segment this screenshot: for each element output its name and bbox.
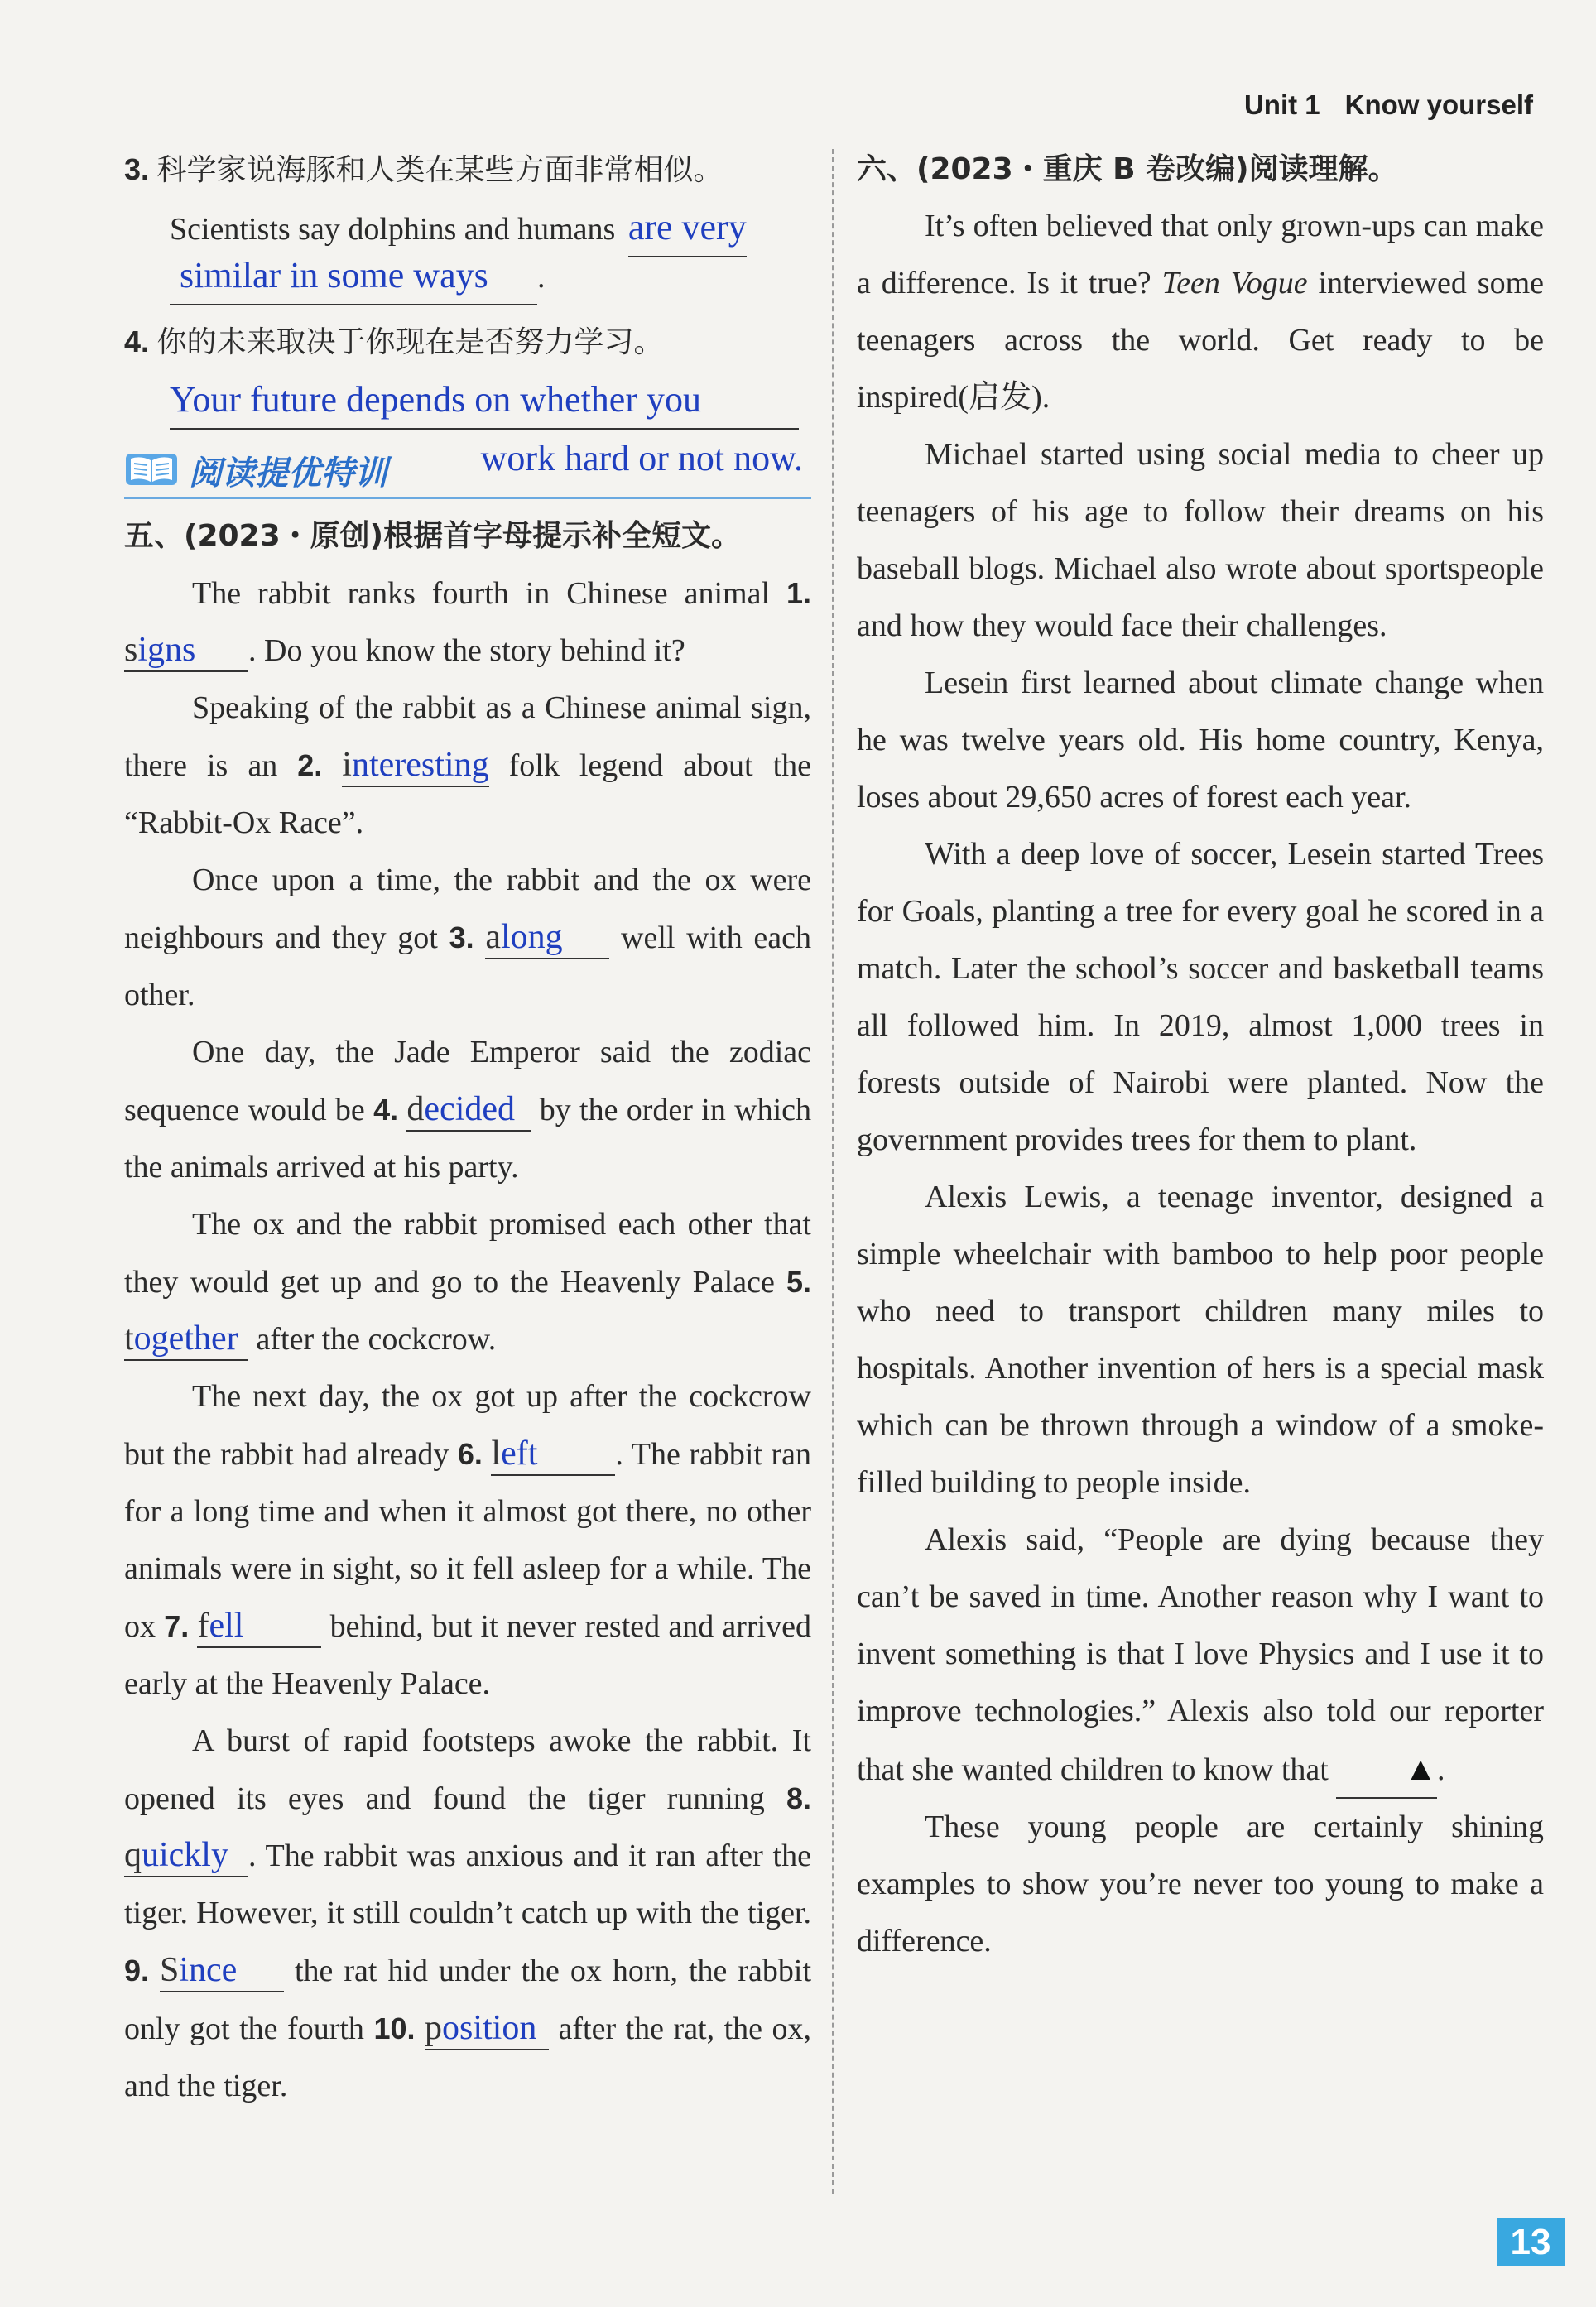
passage-text: Speaking of the rabbit as a Chinese animal sign, there is an — [124, 690, 811, 783]
hint-letter: f — [197, 1607, 209, 1645]
blank-answer: igns — [137, 631, 196, 669]
question-number: 4. — [124, 324, 150, 358]
right-column — [857, 141, 1544, 1970]
blank-answer: ince — [179, 1951, 238, 1989]
passage-paragraph — [124, 1196, 811, 1368]
passage-text: . The rabbit was anxious and it ran after the tiger. However, it still couldn’t catch up with the tiger. — [124, 1838, 811, 1930]
blank-1[interactable] — [124, 629, 248, 672]
question-english-prefix: Scientists say dolphins and humans — [170, 212, 616, 247]
passage-paragraph: These young people are certainly shining examples to show you’re never too young to make a difference. — [857, 1810, 1544, 1959]
blank-6[interactable] — [491, 1433, 615, 1476]
passage-text: by the order in which the animals arrived at his party. — [124, 1093, 811, 1185]
period: . — [1436, 1752, 1445, 1787]
question-blank[interactable] — [1336, 1740, 1437, 1799]
passage-text: It’s often believed that only grown-ups can make a difference. Is it true? — [857, 209, 1544, 300]
hint-letter: p — [425, 2009, 442, 2047]
passage-text: The rabbit ranks fourth in Chinese animal — [192, 576, 771, 611]
blank-3[interactable] — [485, 916, 609, 959]
question-chinese: 你的未来取决于你现在是否努力学习。 — [156, 325, 664, 359]
answer-text: similar in some ways — [170, 247, 537, 305]
answer-text: are very — [628, 199, 747, 257]
passage-paragraph — [124, 1368, 811, 1713]
blank-9[interactable] — [160, 1949, 284, 1992]
passage-paragraph: With a deep love of soccer, Lesein started Trees for Goals, planting a tree for every goal he scored in a match. Later the school’s soccer and basketball teams all followed him. In 2019, almost 1,000 trees in forests outside of Nairobi were planted. Now the government provides trees for them to plant. — [857, 837, 1544, 1157]
passage-text: after the cockcrow. — [256, 1322, 497, 1357]
hint-letter: i — [342, 746, 352, 784]
unit-topic: Know yourself — [1344, 89, 1533, 120]
hint-letter: l — [491, 1435, 502, 1473]
question-number: 3. — [124, 152, 150, 186]
blank-number: 10. — [373, 2011, 416, 2045]
passage-paragraph — [124, 1024, 811, 1196]
answer-text: Your future depends on whether you — [170, 371, 799, 430]
blank-4[interactable] — [406, 1089, 531, 1132]
left-column — [124, 141, 811, 2115]
passage-paragraph — [857, 1512, 1544, 1799]
blank-10[interactable] — [425, 2007, 549, 2050]
period: . — [537, 260, 546, 295]
blank-answer: eft — [501, 1435, 538, 1473]
hint-letter: a — [485, 918, 501, 956]
page-header — [1244, 89, 1533, 121]
hint-letter: S — [160, 1951, 180, 1989]
passage-text: The ox and the rabbit promised each other that they would get up and go to the Heavenly Palace — [124, 1207, 811, 1300]
blank-number: 5. — [786, 1265, 812, 1299]
unit-label: Unit 1 — [1243, 89, 1320, 120]
passage-text: The next day, the ox got up after the cockcrow but the rabbit had already — [124, 1379, 811, 1472]
passage-paragraph — [124, 852, 811, 1024]
blank-number: 2. — [297, 748, 323, 782]
question-chinese: 科学家说海豚和人类在某些方面非常相似。 — [156, 153, 723, 187]
blank-answer: nteresting — [351, 746, 489, 784]
blank-number: 1. — [786, 576, 812, 610]
hint-letter: q — [124, 1836, 142, 1874]
blank-number: 6. — [457, 1437, 483, 1471]
passage-text: after the rat, the ox, and the tiger. — [124, 2011, 812, 2103]
passage-paragraph — [124, 1713, 811, 2115]
passage-text: . Do you know the story behind it? — [248, 633, 685, 668]
blank-7[interactable] — [197, 1605, 321, 1648]
passage-paragraph — [857, 198, 1544, 426]
passage-paragraph: Alexis Lewis, a teenage inventor, designed a simple wheelchair with bamboo to help poor people who need to transport children many miles to hospitals. Another invention of hers is a special mask which can be thrown through a window of a smoke-filled building to people inside. — [857, 1180, 1544, 1500]
blank-number: 4. — [373, 1093, 399, 1127]
passage-text: behind, but it never rested and arrived early at the Heavenly Palace. — [124, 1609, 812, 1701]
hint-letter: t — [124, 1319, 134, 1358]
question-4 — [124, 313, 811, 430]
section-five-heading: 五、(2023・原创)根据首字母提示补全短文。 — [124, 519, 742, 553]
blank-8[interactable] — [124, 1834, 248, 1877]
passage-paragraph — [124, 680, 811, 852]
question-3 — [124, 141, 811, 306]
passage-text: Alexis said, “People are dying because they can’t be saved in time. Another reason why I want to invent something is that I love Physics and I use it to improve technologies.” Alexis also told our reporter that she wanted children to know that — [857, 1522, 1544, 1787]
blank-number: 8. — [786, 1781, 812, 1815]
triangle-marker-icon: ▲ — [1404, 1750, 1437, 1787]
blank-2[interactable] — [342, 744, 488, 787]
blank-answer: ecided — [424, 1090, 515, 1128]
column-divider — [832, 149, 834, 2194]
blank-answer: uickly — [142, 1836, 228, 1874]
page-number: 13 — [1497, 2218, 1565, 2266]
passage-text: the rat hid under the ox horn, the rabbit only got the fourth — [124, 1954, 812, 2046]
blank-answer: ell — [209, 1607, 244, 1645]
reading-section-banner — [124, 439, 811, 499]
passage-text: One day, the Jade Emperor said the zodiac sequence would be — [124, 1035, 811, 1127]
passage-text: Once upon a time, the rabbit and the ox were neighbours and they got — [124, 863, 811, 955]
passage-paragraph: Lesein first learned about climate change when he was twelve years old. His home country, Kenya, loses about 29,650 acres of forest each year. — [857, 666, 1544, 815]
blank-number: 9. — [124, 1954, 150, 1987]
blank-number: 7. — [164, 1609, 190, 1643]
blank-answer: ogether — [133, 1319, 238, 1358]
answer-text: work hard or not now. — [480, 438, 803, 478]
hint-letter: s — [124, 631, 138, 669]
hint-letter: d — [406, 1090, 425, 1128]
section-six-heading: 六、(2023・重庆 B 卷改编)阅读理解。 — [857, 152, 1398, 186]
passage-text: interviewed some teenagers across the world. Get ready to be inspired(启发). — [857, 266, 1544, 415]
open-book-icon — [124, 450, 179, 487]
blank-answer: long — [500, 918, 563, 956]
passage-text: folk legend about the “Rabbit-Ox Race”. — [124, 748, 812, 840]
passage-text: well with each other. — [124, 920, 812, 1012]
passage-text: A burst of rapid footsteps awoke the rabbit. It opened its eyes and found the tiger running — [124, 1723, 811, 1816]
passage-paragraph: Michael started using social media to cheer up teenagers of his age to follow their dreams on his baseball blogs. Michael also wrote about sportspeople and how they would face their challenges. — [857, 437, 1544, 643]
blank-answer: osition — [442, 2009, 537, 2047]
blank-5[interactable] — [124, 1318, 248, 1361]
blank-number: 3. — [449, 920, 474, 954]
banner-title: 阅读提优特训 — [189, 454, 387, 493]
magazine-name: Teen Vogue — [1161, 266, 1308, 300]
passage-text: . The rabbit ran for a long time and when it almost got there, no other animals were in sight, so it fell asleep for a while. The ox — [124, 1437, 811, 1644]
passage-paragraph — [124, 565, 811, 680]
